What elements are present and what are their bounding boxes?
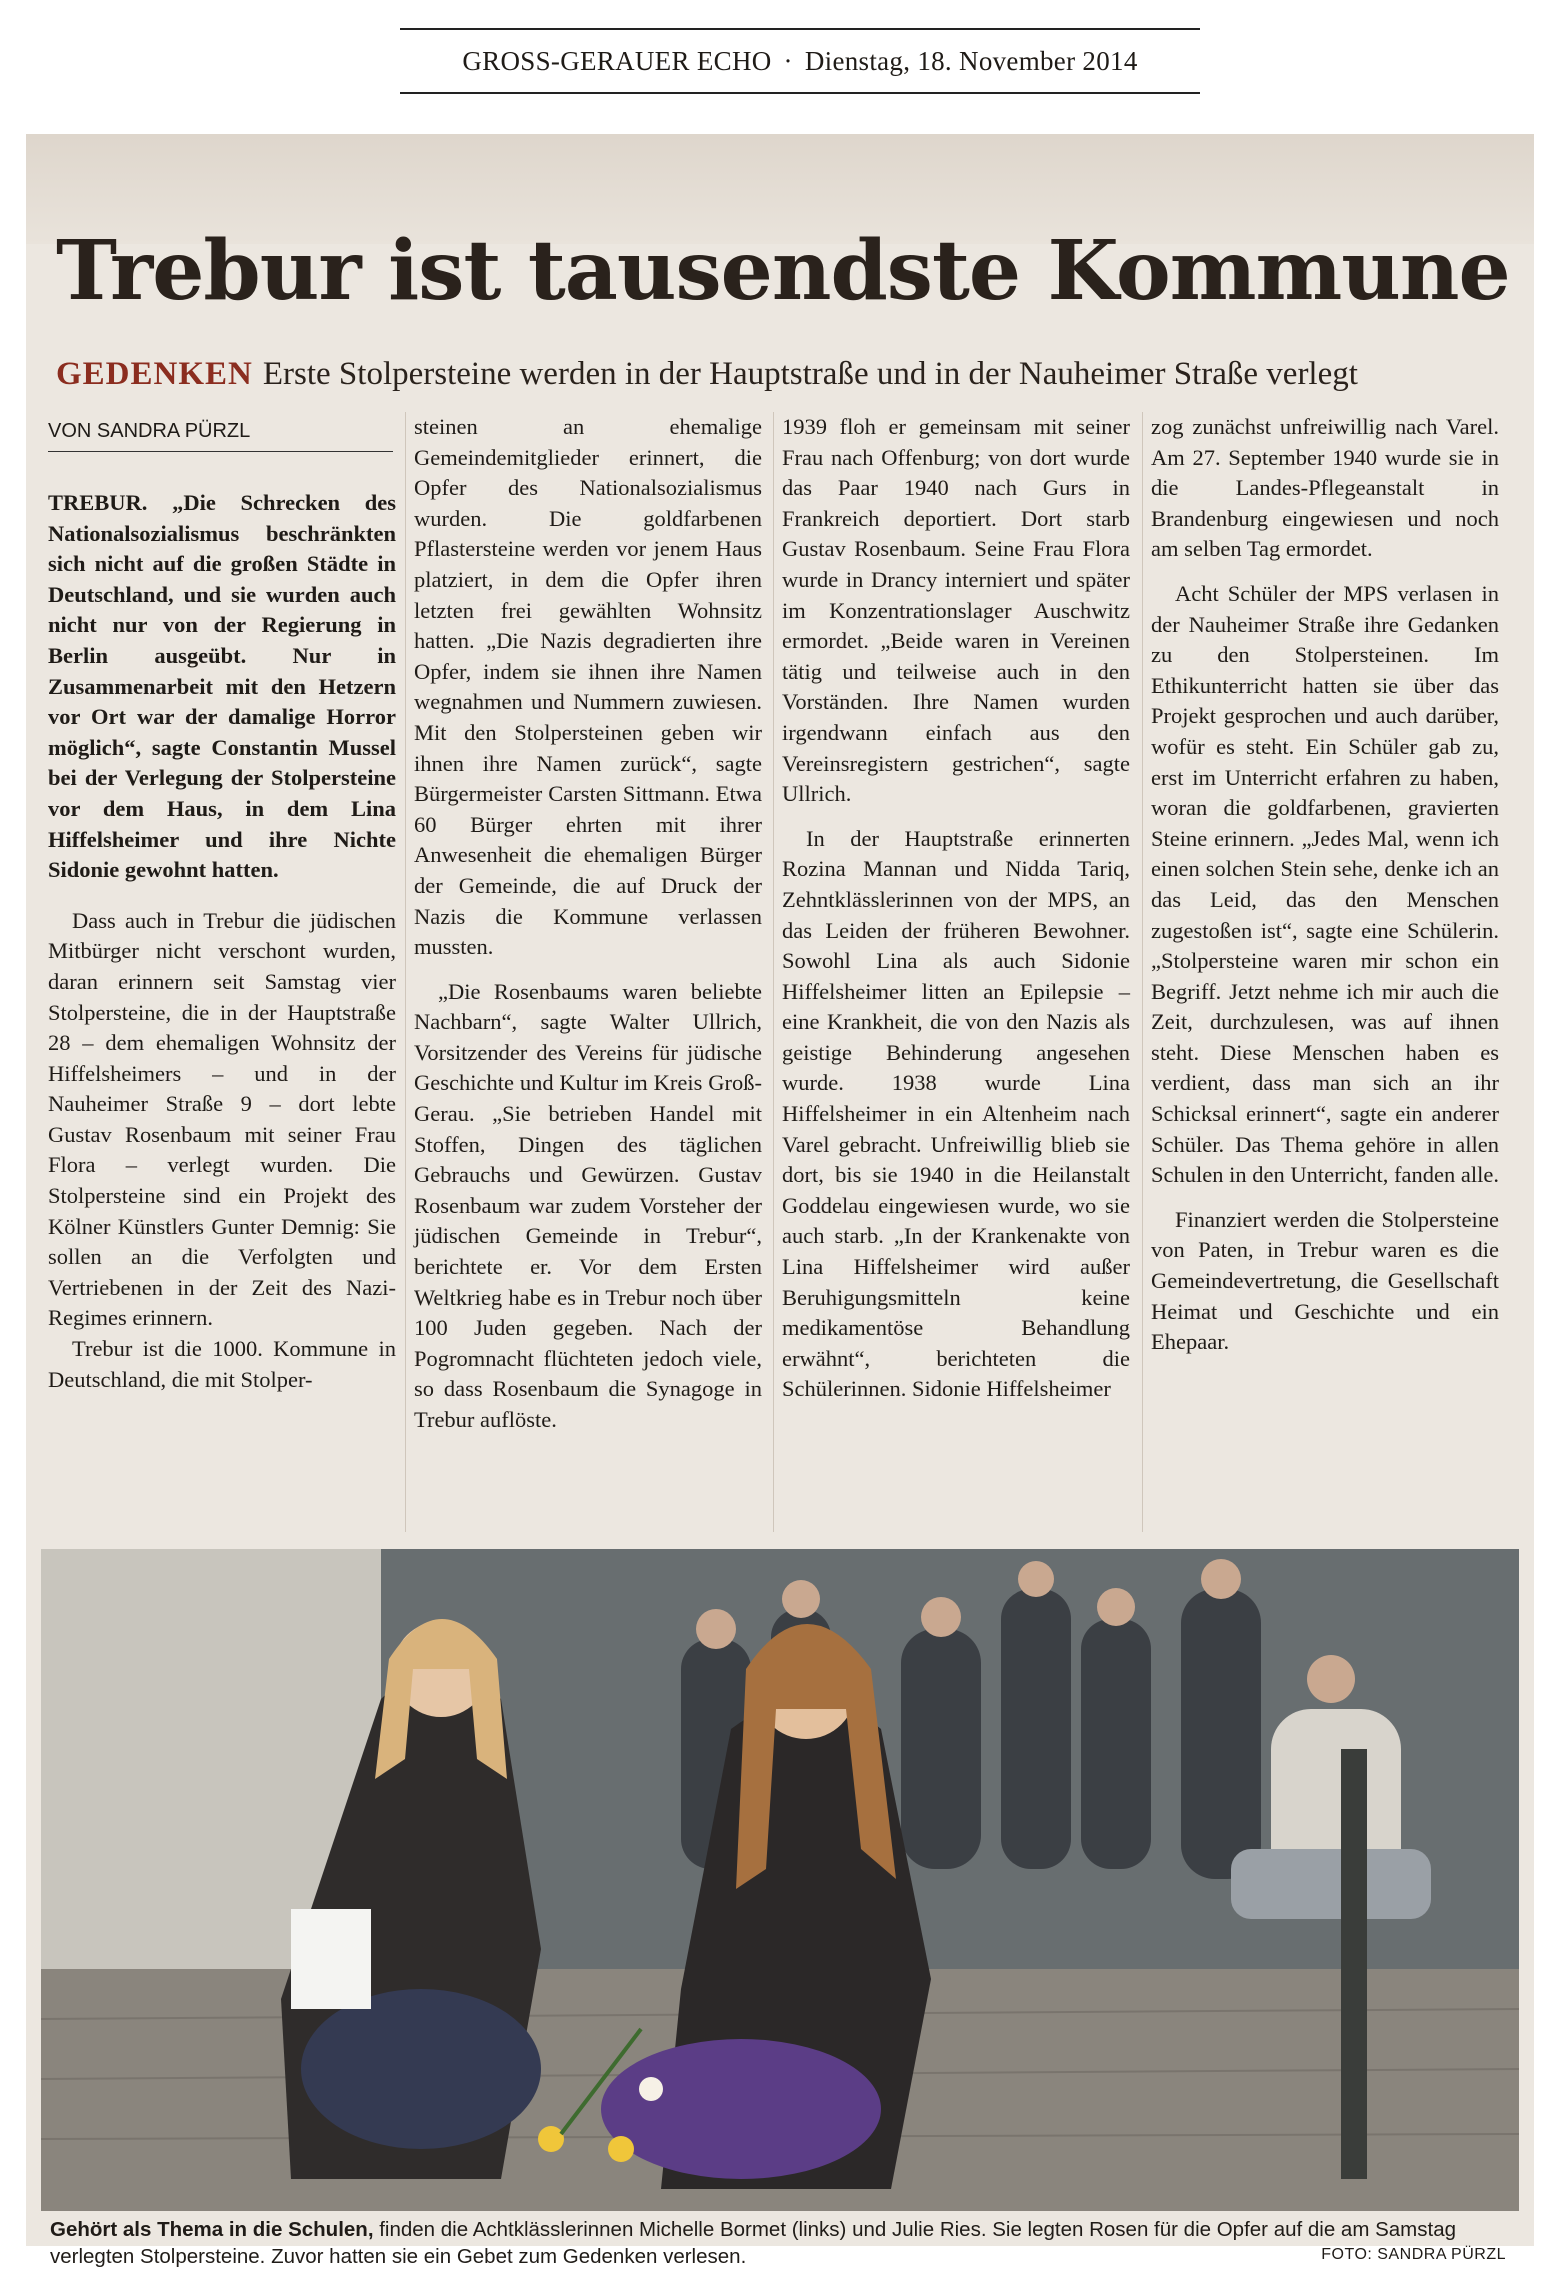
body-paragraph: steinen an ehemalige Gemeindemitglieder erinnert, die Opfer des Nationalsozialismus wurden. Die goldfarbenen Pflastersteine werden vor jenem Haus platziert, in dem die Opfer ihren letzten frei gewählten Wohnsitz hatten. „Die Nazis degradierten ihre Opfer, indem sie ihnen ihre Namen wegnahmen und Nummern zuwiesen. Mit den Stolpersteinen geben wir ihnen ihre Namen zurück“, sagte Bürgermeister Carsten Sittmann. Etwa 60 Bürger ehrten mit ihrer Anwesenheit die ehemaligen Bürger der Gemeinde, die auf Druck der Nazis die Kommune verlassen mussten. [414, 414, 762, 960]
body-paragraph: Acht Schüler der MPS verlasen in der Nauheimer Straße ihre Gedanken zu den Stolpersteinen. Im Ethikunterricht hatten sie über das Projekt gesprochen und auch darüber, wofür es steht. Ein Schüler gab zu, erst im Unterricht erfahren zu haben, woran die goldfarbenen, gravierten Steine erinnern. „Jedes Mal, wenn ich einen solchen Stein sehe, denke ich an das Leid, das den Menschen zugestoßen ist“, sagte eine Schülerin. „Stolpersteine waren mir schon ein Begriff. Jetzt nehme ich mir auch die Zeit, durchzulesen, was auf ihnen steht. Diese Menschen haben es verdient, dass man sich an ihr Schicksal erinnert“, sagte ein anderer Schüler. Das Thema gehöre in allen Schulen in den Unterricht, fanden alle. [1151, 580, 1500, 1188]
column-4 [1151, 412, 1499, 1358]
column-divider [405, 412, 406, 1532]
article-photo [41, 1549, 1519, 2211]
section-kicker: GEDENKEN [56, 356, 253, 392]
newspaper-clipping [26, 134, 1534, 2268]
lead-paragraph: TREBUR. „Die Schrecken des Nationalsozialismus beschränkten sich nicht auf die großen Städte in Deutschland, und sie wurden auch nicht nur von der Regierung in Berlin ausgeübt. Nur in Zusammenarbeit mit den Hetzern vor Ort war der damalige Horror möglich“, sagte Constantin Mussel bei der Verlegung der Stolpersteine vor dem Haus, in dem Lina Hiffelsheimer und ihre Nichte Sidonie gewohnt hatten. [48, 490, 396, 883]
column-2 [414, 412, 762, 1436]
column-3 [782, 412, 1130, 1405]
photo-credit: FOTO: SANDRA PÜRZL [1321, 2246, 1506, 2263]
article-headline: Trebur ist tausendste Kommune [56, 223, 1510, 319]
subheadline-text: Erste Stolpersteine werden in der Hauptstraße und in der Nauheimer Straße verlegt [262, 356, 1358, 392]
byline: VON SANDRA PÜRZL [48, 420, 393, 452]
column-divider [773, 412, 774, 1532]
paper-name: GROSS-GERAUER ECHO [462, 45, 772, 76]
body-paragraph: Finanziert werden die Stolpersteine von Paten, in Trebur waren es die Gemeindevertretung, die Gesellschaft Heimat und Geschichte und ein Ehepaar. [1151, 1206, 1499, 1355]
caption-text: finden die Achtklässlerinnen Michelle Bormet (links) und Julie Ries. Sie legten Rosen für die Opfer auf die am Samstag verlegten Stolpersteine. Zuvor hatten sie ein Gebet zum Gedenken verlesen. [50, 2218, 1457, 2268]
body-paragraph: zog zunächst unfreiwillig nach Varel. Am 27. September 1940 wurde sie in die Landes-Pflegeanstalt in Brandenburg eingewiesen und noch am selben Tag ermordet. [1151, 414, 1499, 562]
body-paragraph: Trebur ist die 1000. Kommune in Deutschland, die mit Stolper- [48, 1336, 396, 1392]
body-paragraph: 1939 floh er gemeinsam mit seiner Frau nach Offenburg; von dort wurde das Paar 1940 nach Gurs in Frankreich deportiert. Dort starb Gustav Rosenbaum. Seine Frau Flora wurde in Drancy interniert und später im Konzentrationslager Auschwitz ermordet. „Beide waren in Vereinen tätig und teilweise auch in den Vorständen. Ihre Namen wurden irgendwann einfach aus den Vereinsregistern gestrichen“, sagte Ullrich. [782, 414, 1130, 807]
photo-caption [50, 2216, 1510, 2270]
caption-lead: Gehört als Thema in die Schulen, [50, 2218, 374, 2241]
body-paragraph: „Die Rosenbaums waren beliebte Nachbarn“, sagte Walter Ullrich, Vorsitzender des Vereins für jüdische Geschichte und Kultur im Kreis Groß-Gerau. „Sie betrieben Handel mit Stoffen, Dingen des täglichen Gebrauchs und Gewürzen. Gustav Rosenbaum war zudem Vorsteher der jüdischen Gemeinde in Trebur“, berichtete er. Vor dem Ersten Weltkrieg habe es in Trebur noch über 100 Juden gegeben. Nach der Pogromnacht flüchteten jedoch viele, so dass Rosenbaum die Synagoge in Trebur auflöste. [414, 978, 762, 1432]
body-paragraph: In der Hauptstraße erinnerten Rozina Mannan und Nidda Tariq, Zehntklässlerinnen von der MPS, an das Leiden der früheren Bewohner. Sowohl Lina als auch Sidonie Hiffelsheimer litten an Epilepsie – eine Krankheit, die von den Nazis als geistige Behinderung angesehen wurde. 1938 wurde Lina Hiffelsheimer in ein Altenheim nach Varel gebracht. Unfreiwillig blieb sie dort, bis sie 1940 in die Heilanstalt Goddelau eingewiesen wurde, wo sie auch starb. „In der Krankenakte von Lina Hiffelsheimer wird außer Beruhigungsmitteln keine medikamentöse Behandlung erwähnt“, berichteten die Schülerinnen. Sidonie Hiffelsheimer [782, 825, 1130, 1402]
masthead-separator: · [783, 45, 793, 76]
masthead [400, 28, 1200, 94]
issue-date: Dienstag, 18. November 2014 [804, 45, 1138, 76]
article-subheadline [56, 352, 1516, 396]
column-divider [1142, 412, 1143, 1532]
photo-illustration [41, 1549, 1519, 2211]
body-paragraph: Dass auch in Trebur die jüdischen Mitbürger nicht verschont wurden, daran erinnern seit Samstag vier Stolpersteine, die in der Hauptstraße 28 – dem ehemaligen Wohnsitz der Hiffelsheimers – und in der Nauheimer Straße 9 – dort lebte Gustav Rosenbaum mit seiner Frau Flora – verlegt wurden. Die Stolpersteine sind ein Projekt des Kölner Künstlers Gunter Demnig: Sie sollen an die Verfolgten und Vertriebenen in der Zeit des Nazi-Regimes erinnern. [48, 907, 396, 1331]
column-1 [48, 488, 396, 1395]
